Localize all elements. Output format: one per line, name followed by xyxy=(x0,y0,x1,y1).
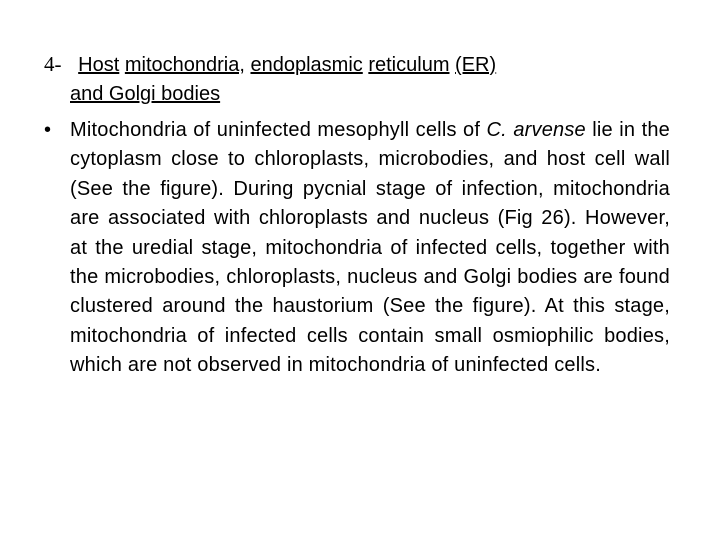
bullet-text-part-2: lie in the cytoplasm close to chloroplasts, microbodies, and host cell wall (See the figure). During pycnial stage of infection, mitochondria are associated with chloroplasts and nucleus (Fig 26). However, at the uredial stage, mitochondria of infected cells, together with the microbodies, chloroplasts, nucleus and Golgi bodies are found clustered around the haustorium (See the figure). At this stage, mitochondria of infected cells contain small osmiophilic bodies, which are not observed in mitochondria of uninfected cells. xyxy=(70,119,671,377)
heading-word-er: (ER) xyxy=(455,54,497,76)
bullet-marker: • xyxy=(44,119,52,141)
bullet-paragraph xyxy=(44,116,674,381)
heading-line-2: and Golgi bodies xyxy=(70,83,221,105)
species-abbrev: C. xyxy=(486,119,507,141)
heading-word-reticulum: reticulum xyxy=(368,54,450,76)
bullet-text xyxy=(70,116,670,381)
bullet-text-part-1: Mitochondria of uninfected mesophyll cells of xyxy=(70,119,487,141)
section-number: 4- xyxy=(44,52,62,76)
heading-word-host: Host xyxy=(78,54,120,76)
heading-word-endoplasmic: endoplasmic xyxy=(250,54,363,76)
species-name: arvense xyxy=(513,119,586,141)
section-heading xyxy=(44,50,674,109)
heading-word-mitochondria: mitochondria, xyxy=(124,54,245,76)
